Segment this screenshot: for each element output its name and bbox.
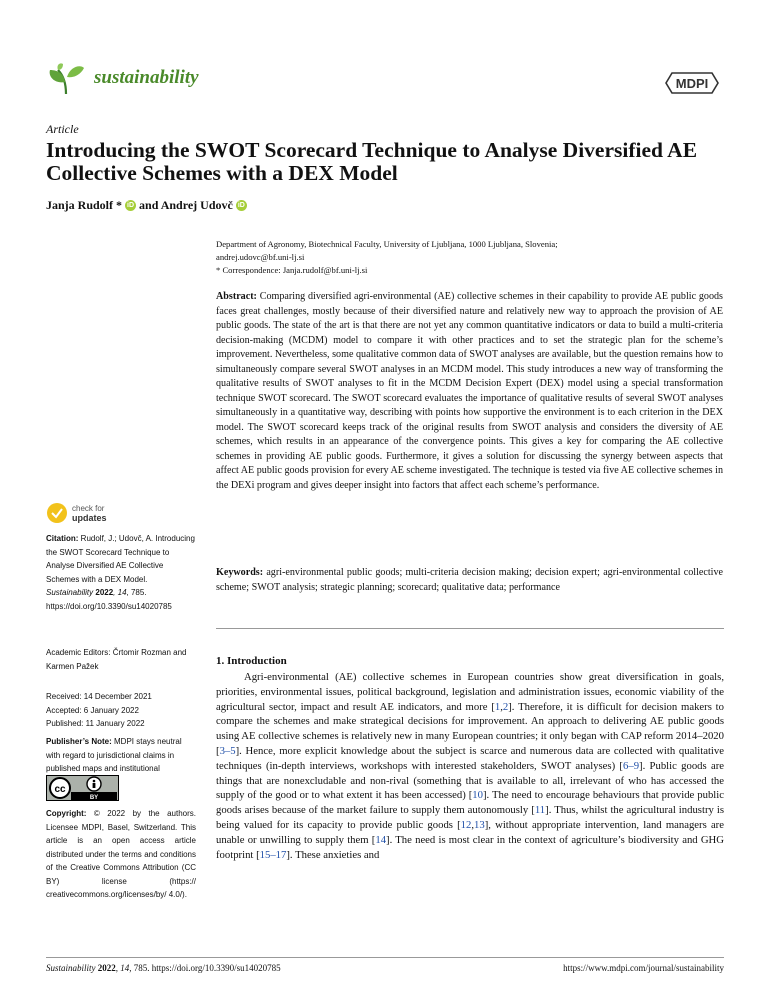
publisher-note: Publisher’s Note: MDPI stays neutral with regard to jurisdictional claims in published maps and institutional xyxy=(46,737,182,773)
author-name: Janja Rudolf * xyxy=(46,198,123,212)
publisher-name: MDPI xyxy=(675,76,709,91)
reference-link[interactable]: 14 xyxy=(375,833,387,846)
reference-link[interactable]: 11 xyxy=(534,804,546,817)
reference-link[interactable]: 6–9 xyxy=(623,759,640,772)
reference-link[interactable]: 2 xyxy=(502,700,509,713)
keywords xyxy=(216,566,723,595)
academic-editors: Academic Editors: Črtomir Rozman and Karmen Pažek xyxy=(46,648,187,671)
article-title: Introducing the SWOT Scorecard Technique to Analyse Diversified AE Collective Schemes with a DEX Model xyxy=(46,138,698,185)
copyright: Copyright: © 2022 by the authors. Licensee MDPI, Basel, Switzerland. This article is an open access article distributed under the terms and conditions of the Creative Commons Attribution (CC BY) license (https:// creativecommons.org/licenses/by/ 4.0/). xyxy=(46,809,196,899)
reference-link[interactable]: 3–5 xyxy=(219,744,236,757)
footer-rule xyxy=(46,957,724,958)
reference-link[interactable]: 10 xyxy=(472,789,483,802)
sustainability-logo-icon xyxy=(46,62,86,96)
journal-name: sustainability xyxy=(94,67,199,88)
affiliation-block xyxy=(216,238,726,277)
citation-doi-link[interactable]: https://doi.org/10.3390/su14020785 xyxy=(46,601,172,611)
cc-text: cc xyxy=(54,784,66,795)
citation: Citation: Rudolf, J.; Udovč, A. Introducing the SWOT Scorecard Technique to Analyse Diversified AE Collective Schemes with a DEX Model. Sustainability 2022, 14, 785. https://doi.org/10.3390/su14020785 xyxy=(46,534,195,611)
section-heading: 1. Introduction xyxy=(216,655,287,667)
check-for-updates-badge[interactable] xyxy=(46,500,126,526)
mdpi-logo-icon xyxy=(664,71,720,95)
cc-by-license-icon[interactable] xyxy=(46,775,119,801)
abstract-label: Abstract: xyxy=(216,291,257,302)
footer-journal-url[interactable]: https://www.mdpi.com/journal/sustainability xyxy=(563,963,724,973)
check-updates-line1: check for xyxy=(72,504,105,513)
received-date: Received: 14 December 2021 xyxy=(46,692,152,701)
orcid-icon[interactable]: iD xyxy=(237,202,245,209)
check-updates-line2: updates xyxy=(72,513,107,523)
author-separator: and xyxy=(136,198,161,212)
keywords-text: agri-environmental public goods; multi-criteria decision making; decision expert; agri-environmental collective scheme; SWOT analysis; strategic planning; scorecard; qualitative data; performance xyxy=(216,567,723,593)
reference-link[interactable]: 12 xyxy=(460,818,472,831)
section-divider xyxy=(216,628,724,629)
paragraph: Agri-environmental (AE) collective schemes in European countries show great diversification in goals, priorities, environmental issues, political background, legislation and administration issues, economic viability of the agricultural sector, impact and result AE indicators, and more [1,2]. Therefore, it is difficult for decision makers to compare the schemes and make strategical decisions for improvement. An approach to delivering AE public goods using AE collective schemes is relatively new in many European countries; it only began with CAP reform 2014–2020 [3–5]. Hence, more explicit knowledge about the subject is scarce and numerous data are collected with qualitative techniques (in-depth interviews, workshops with interested stakeholders, SWOT analyses) [6–9]. Public goods are things that are nonexcludable and non-rival (something that is available to all, irrelevant of who has accessed the supply of the good or to what extent it has been accessed) [10]. The need to encourage behaviours that provide public goods arises because of the market failure to supply them autonomously [11]. Thus, whilst the agricultural industry is being valued for its capacity to provide public goods [12,13], without appropriate intervention, land managers are unable or unwilling to supply them [14]. The need is most clear in the context of agriculture’s biodiversity and GHG footprint [15–17]. These anxieties and xyxy=(216,671,725,861)
orcid-icon[interactable]: iD xyxy=(127,202,135,209)
affiliation: Department of Agronomy, Biotechnical Faculty, University of Ljubljana, 1000 Ljubljana, Slovenia; xyxy=(216,239,558,249)
dates xyxy=(46,690,196,731)
published-date: Published: 11 January 2022 xyxy=(46,719,145,728)
author-email[interactable]: andrej.udovc@bf.uni-lj.si xyxy=(216,252,305,262)
article-type: Article xyxy=(46,122,79,136)
keywords-label: Keywords: xyxy=(216,567,264,578)
correspondence: * Correspondence: Janja.rudolf@bf.uni-lj.si xyxy=(216,265,368,275)
abstract xyxy=(216,290,723,493)
author-name: Andrej Udovč xyxy=(160,198,233,212)
author-list xyxy=(46,198,247,213)
reference-link[interactable]: 15–17 xyxy=(259,848,287,861)
accepted-date: Accepted: 6 January 2022 xyxy=(46,705,139,715)
cc-by-text: BY xyxy=(89,795,99,801)
reference-link[interactable]: 13 xyxy=(474,818,485,831)
footer-citation: Sustainability 2022, 14, 785. https://doi.org/10.3390/su14020785 xyxy=(46,963,281,973)
introduction-text xyxy=(216,670,724,862)
abstract-text: Comparing diversified agri-environmental (AE) collective schemes in their capability to provide AE public goods faces great challenges, mostly because of their diversified nature and relatively new way to approach the provision of AE public goods. The state of the art is that there are not yet any common quantitative indicators or data to build a multi-criteria decision-making (MCDM) model to compare it with other practices and to set the strategic plan for the scheme’s improvement. Nevertheless, some qualitative common data of SWOT analyses are available, but the question remains how to simultaneously compare several SWOT analyses in an MCDM model. This study introduces a new way of transforming the qualitative results of SWOT analyses to fit in the MCDM Decision Expert (DEX) model using a special transformation technique SWOT scorecard. The SWOT scorecard evaluates the importance of qualitative results of several SWOT analyses simultaneously in a quantitative way, describing with points how supportive the environment is to each criterion in the DEX model. The SWOT scorecard keeps track of the original results from SWOT analysis and considers the diversity of AE schemes, which results in an appearance of the convergence points. This gives a key for comparing the AE collective schemes in providing AE public goods. Furthermore, it gives a solution for discussing the synergy between aspects that affect AE public goods provision for every AE scheme investigated. The technique is tested via five AE collective schemes in the DEXi program and gives deeper insight into factors that affect each scheme’s performance. xyxy=(216,291,723,491)
reference-link[interactable]: 1 xyxy=(494,700,501,713)
